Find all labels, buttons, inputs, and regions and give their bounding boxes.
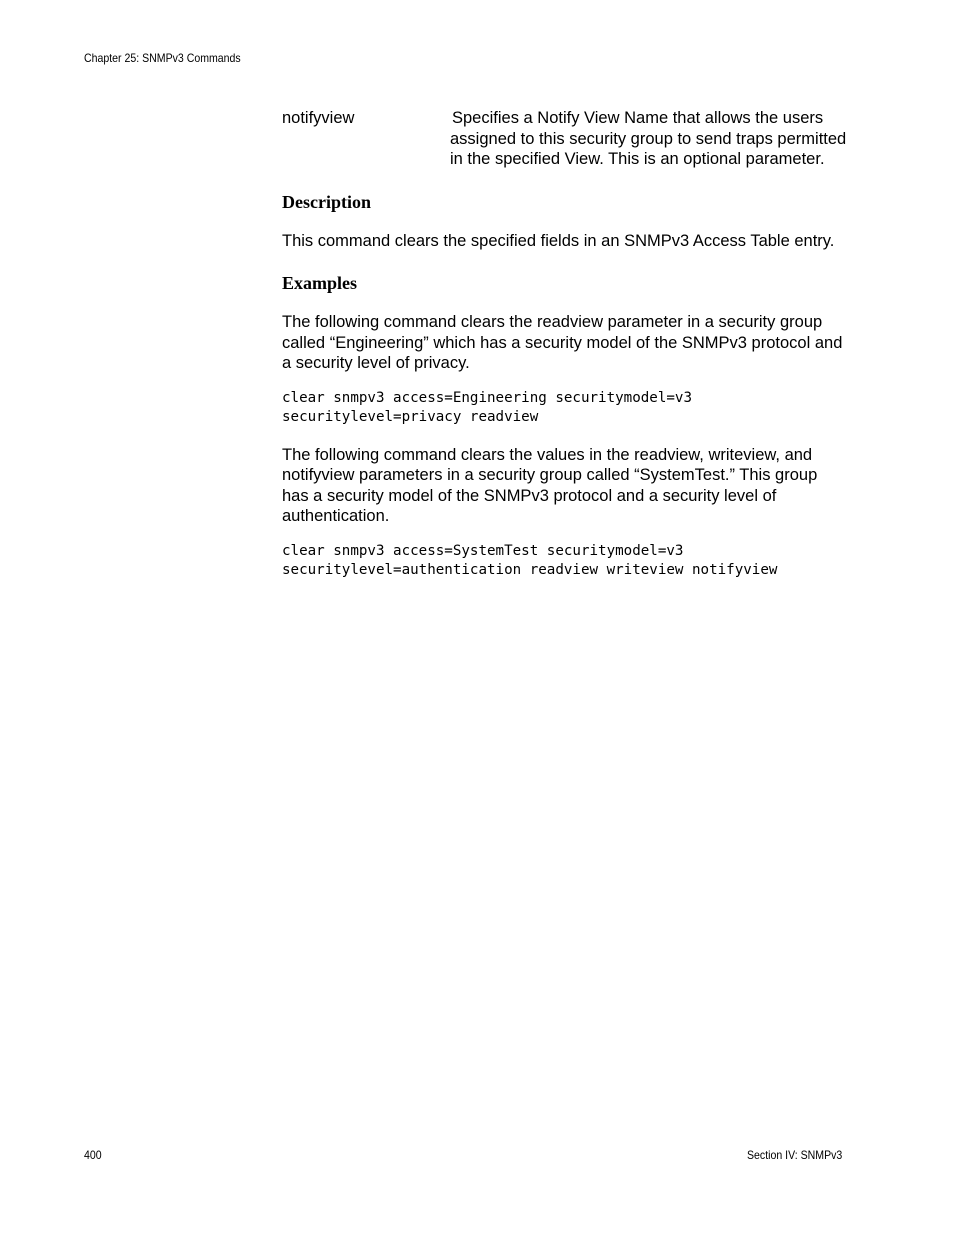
- example1-code: [282, 389, 847, 428]
- example2-code-line: clear snmpv3 access=SystemTest securitymodel=v3: [282, 542, 684, 559]
- parameter-description: Specifies a Notify View Name that allows the users assigned to this security group to send traps permitted in the specified View. This is an optional parameter.: [450, 109, 847, 168]
- example2-code-line: securitylevel=authentication readview writeview notifyview: [282, 562, 778, 578]
- example2-code: [282, 542, 847, 581]
- example1-code-line: securitylevel=privacy readview: [282, 409, 539, 425]
- description-heading: Description: [282, 191, 371, 212]
- example1-code-line: clear snmpv3 access=Engineering securitymodel=v3: [282, 389, 692, 406]
- description-text: This command clears the specified fields in an SNMPv3 Access Table entry.: [282, 231, 835, 250]
- example2-text: The following command clears the values in the readview, writeview, and notifyview parameters in a security group called “SystemTest.” This group has a security model of the SNMPv3 protocol and a security level of authentication.: [282, 445, 818, 525]
- examples-heading: Examples: [282, 273, 358, 293]
- section-footer: Section IV: SNMPv3: [746, 1148, 842, 1162]
- running-header: Chapter 25: SNMPv3 Commands: [84, 51, 241, 65]
- main-content: [282, 108, 847, 581]
- example1-text: The following command clears the readview parameter in a security group called “Engineering” which has a security model of the SNMPv3 protocol and a security level of privacy.: [282, 313, 843, 372]
- parameter-row: [282, 108, 847, 170]
- page-number: 400: [84, 1148, 102, 1162]
- parameter-name: notifyview: [282, 109, 355, 127]
